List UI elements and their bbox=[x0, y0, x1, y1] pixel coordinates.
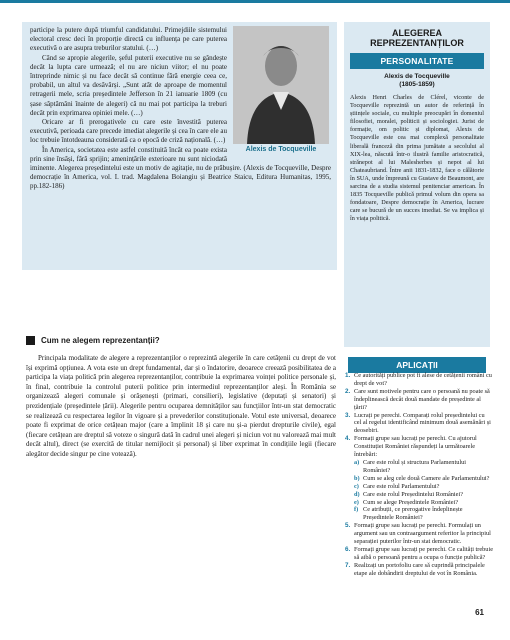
quote-panel bbox=[22, 22, 337, 270]
item-number: 3. bbox=[345, 411, 351, 419]
applications-banner: APLICAȚII bbox=[348, 357, 486, 373]
application-item bbox=[345, 435, 493, 522]
item-text: Formați grupe sau lucrați pe perechi. Formulați un argument sau un contraargument referitor la principiul separației puterilor într-un stat democratic. bbox=[354, 522, 491, 546]
item-number: 5. bbox=[345, 522, 351, 530]
sidebar-title: ALEGEREA REPREZENTANȚILOR bbox=[370, 28, 464, 48]
body-paragraph: Principala modalitate de alegere a reprezentanților o reprezintă alegerile în care cetățenii cu drept de vot își exprimă opțiunea. A vota este un drept fundamental, dar și o îndatorire, deoarece creează posibilitatea de a participa la viața politică prin alegerea reprezentanților, contribuie la exprimarea voinței politice personale și, în final, contribuie la controlul puterii politice prin intermediul reprezentanților aleși. În România se organizează alegeri comunale și orășenești (primari, consilieri), legislative (deputați și senatori) și prezidențiale (președintele țării). Alegerile pentru ocuparea demnităților sau funcțiilor într-un stat democratic se realizează cu respectarea legilor în vigoare și a prevederilor constituționale. Votul este universal, deoarece poate fi exprimat de orice cetățean major (care a împlinit 18 și care nu și-a pierdut drepturile civile), egal (fiecare cetățean are dreptul să voteze o singură dată în cadrul unei alegeri și niciun vot nu valorează mai mult decât altul), direct (se exercită de titular nemijlocit și personal) și liber exprimat în condițiile legii (fiecare alegător decide singur pe cine votează). bbox=[26, 354, 336, 458]
section-heading bbox=[26, 336, 326, 345]
sub-question-text: Care este rolul Președintelui României? bbox=[363, 490, 464, 498]
application-item bbox=[345, 522, 493, 546]
sub-question bbox=[354, 475, 493, 483]
portrait-caption: Alexis de Tocqueville bbox=[245, 146, 317, 153]
sub-question-text: Cum se aleg cele două Camere ale Parlamentului? bbox=[363, 474, 490, 482]
sub-question-text: Ce atribuții, ce prerogative îndeplinește Președintele României? bbox=[363, 506, 463, 522]
bullet-square-icon bbox=[26, 336, 35, 345]
sub-question bbox=[354, 499, 493, 507]
sub-question bbox=[354, 506, 493, 522]
sub-question bbox=[354, 459, 493, 475]
portrait-figure bbox=[233, 26, 329, 154]
item-text: Lucrați pe perechi. Comparați rolul președintelui cu cel al regelui identificând minimum două asemănări și deosebiri. bbox=[354, 411, 491, 435]
sub-question-text: Care este rolul și structura Parlamentului României? bbox=[363, 458, 466, 474]
application-item bbox=[345, 388, 493, 412]
item-number: 6. bbox=[345, 545, 351, 553]
application-item bbox=[345, 546, 493, 562]
sub-question bbox=[354, 491, 493, 499]
portrait-image bbox=[233, 26, 329, 144]
application-item bbox=[345, 562, 493, 578]
item-text: Ce autorități publice pot fi alese de cetățenii români cu drept de vot? bbox=[354, 372, 492, 387]
sub-question-letter: d) bbox=[354, 490, 360, 498]
section-body bbox=[26, 354, 336, 460]
section-title: Cum ne alegem reprezentanții? bbox=[41, 336, 160, 345]
sub-question-letter: e) bbox=[354, 498, 359, 506]
item-number: 4. bbox=[345, 435, 351, 443]
item-text: Formați grupe sau lucrați pe perechi. Cu ajutorul Constituției României răspundeți la următoarele întrebări: bbox=[354, 435, 477, 459]
top-edge-stripe bbox=[0, 0, 510, 3]
page-number: 61 bbox=[475, 608, 484, 617]
quote-paragraph: participe la putere după triumful candidatului. Primejdiile sistemului electoral cresc deci în proporție directă cu influența pe care puterea executivă o are asupra treburilor statului. (…) bbox=[30, 26, 227, 53]
application-item bbox=[345, 412, 493, 436]
personality-sidebar bbox=[344, 22, 490, 347]
sub-question-list bbox=[354, 459, 493, 522]
item-text: Care sunt motivele pentru care o persoană nu poate să îndeplinească decât două mandate de președinte al țării? bbox=[354, 387, 490, 411]
sub-question-letter: c) bbox=[354, 482, 359, 490]
sub-question-letter: f) bbox=[354, 506, 359, 514]
person-bio: Alexis Henri Charles de Clérel, viconte de Tocqueville reprezintă un autor de referință în științele sociale, cu multiple preocupări în domeniul filosofiei, moralei, politicii și sociologiei. Jurist de formație, om politic și diplomat, Alexis de Tocqueville este cea mai complexă personalitate liberală franceză din prima jumătate a secolului al XIX-lea, născută într-o ilustră familie aristocratică, strănepot al lui Malesherbes și nepot al lui Chateaubriand. Între anii 1831-1832, face o călătorie în SUA, unde împreună cu Gustave de Beaumont, are sarcina de a studia sistemul penitenciar american. În 1835 Tocqueville publică primul volum din opera sa fondatoare, Despre democrație în America, lucrare care se bucură de un succes imediat. Se va implica și în viața politică. bbox=[350, 94, 484, 223]
application-item bbox=[345, 372, 493, 388]
sub-question-letter: b) bbox=[354, 474, 360, 482]
item-number: 1. bbox=[345, 372, 351, 379]
item-text: Realizați un portofoliu care să cuprindă principalele etape ale dobândirii dreptului de vot în România. bbox=[354, 561, 485, 577]
item-number: 2. bbox=[345, 387, 351, 395]
personality-banner: PERSONALITATE bbox=[350, 53, 484, 69]
quote-paragraph: Oricare ar fi prerogativele cu care este învestită puterea executivă, perioada care precede imediat alegerile și cea în care ele au loc trebuie întotdeauna considerată ca o epocă de criză națională. (…) bbox=[30, 118, 227, 145]
person-name: Alexis de Tocqueville bbox=[384, 73, 450, 80]
sub-question-text: Cum se alege Președintele României? bbox=[363, 498, 459, 506]
person-years: (1805-1859) bbox=[399, 81, 435, 88]
sub-question-letter: a) bbox=[354, 458, 360, 466]
item-number: 7. bbox=[345, 561, 351, 569]
quote-paragraph: Când se apropie alegerile, șeful puterii executive nu se gândește decât la lupta care urmează; el nu are niciun viitor; el nu poate întreprinde nimic și nu face decât să continue fără energie ceea ce, probabil, un altul va desăvârși. „Sunt atât de aproape de momentul retragerii mele, scria președintele Jefferson în 21 ianuarie 1809 (cu șase săptămâni înainte de alegeri) că nu mai pot participa la treburi decât prin exprimarea opiniei mele. (…) bbox=[30, 53, 227, 117]
quote-paragraph: În America, societatea este astfel constituită încât ea poate exista prin sine însăși, fără sprijin; amenințările exterioare nu sunt niciodată iminente. Alegerea președintelui este un motiv de agitație, nu de prăbușire. (Alexis de Tocqueville, Despre democrație în America, vol. I. trad. Magdalena Boiangiu și Beatrice Staicu, Editura Humanitas, 1995, pp.182-186) bbox=[30, 145, 331, 191]
item-text: Formați grupe sau lucrați pe perechi. Ce calități trebuie să aibă o persoană pentru a ocupa o funcție publică? bbox=[354, 545, 494, 561]
sub-question bbox=[354, 483, 493, 491]
applications-list bbox=[345, 372, 493, 578]
sub-question-text: Care este rolul Parlamentului? bbox=[363, 482, 440, 490]
